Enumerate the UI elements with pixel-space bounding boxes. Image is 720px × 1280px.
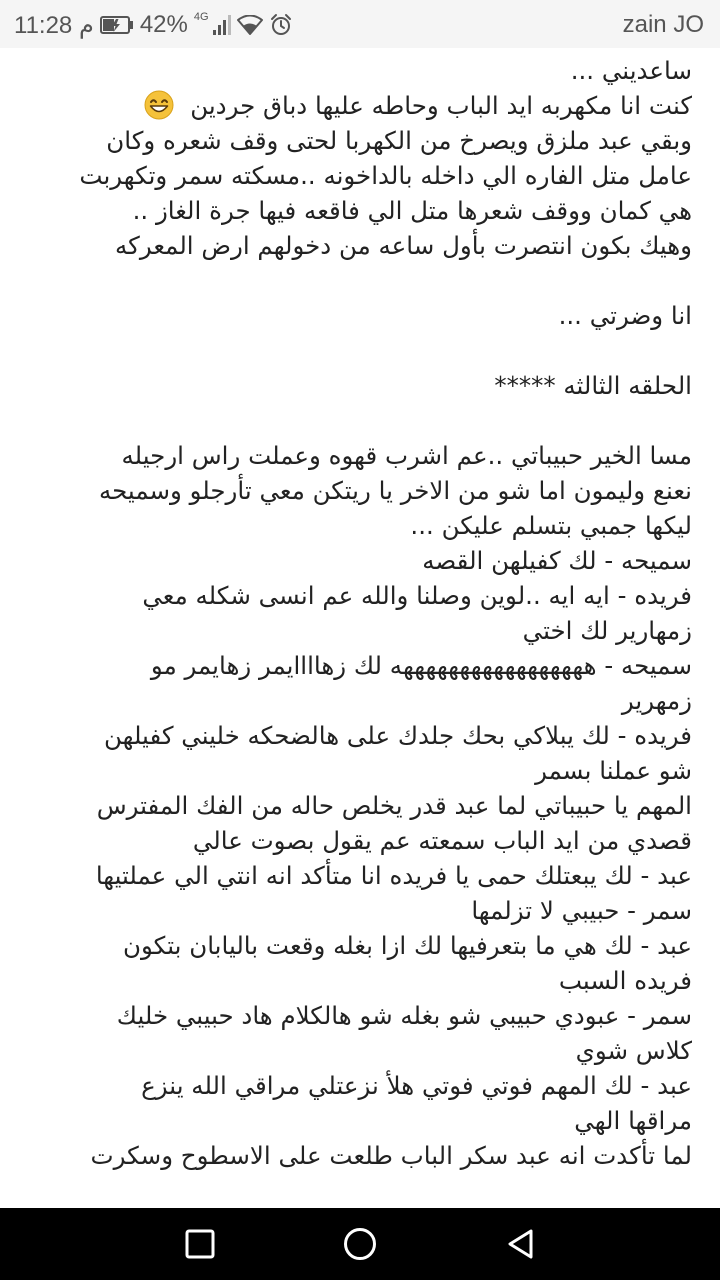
alarm-icon (269, 13, 293, 37)
text-line: سميحه - هههههههههههههههههه لك زهاااايمر زهايمر مو (150, 651, 692, 680)
text-line: ساعديني ... (570, 56, 692, 85)
text-line: وبقي عبد ملزق ويصرخ من الكهربا لحتى وقف شعره وكان (106, 126, 692, 155)
signal-icon (213, 15, 231, 35)
text-line: لما تأكدت انه عبد سكر الباب طلعت على الاسطوح وسكرت (90, 1141, 692, 1170)
text-line: زمهرير (621, 686, 692, 715)
home-button[interactable] (336, 1222, 384, 1266)
recents-square-icon (185, 1229, 215, 1259)
text-line: وهيك بكون انتصرت بأول ساعه من دخولهم ارض المعركه (115, 231, 692, 260)
text-line: هي كمان ووقف شعرها متل الي فاقعه فيها جرة الغاز .. (132, 196, 692, 225)
chapter-heading: الحلقه الثالثه ***** (494, 371, 692, 400)
network-type: 4G (193, 11, 209, 23)
battery-percent: 42% (139, 11, 188, 38)
blank-line (18, 403, 692, 438)
text-line: ليكها جمبي بتسلم عليكن ... (410, 511, 692, 540)
home-circle-icon (343, 1227, 377, 1261)
text-line: فريده - لك يبلاكي بحك جلدك على هالضحكه خليني كفيلهن (104, 721, 692, 750)
status-left-group (14, 10, 293, 40)
text-line: قصدي من ايد الباب سمعته عم يقول بصوت عالي (192, 826, 692, 855)
text-line: نعنع وليمون اما شو من الاخر يا ريتكن معي تأرجلو وسميحه (98, 476, 692, 505)
text-line: سميحه - لك كفيلهن القصه (422, 546, 692, 575)
text-line-text: كنت انا مكهربه ايد الباب وحاطه عليها دباق جردين (190, 91, 692, 120)
navigation-bar (0, 1208, 720, 1280)
text-line: فريده السبب (558, 966, 692, 995)
back-triangle-icon (505, 1228, 535, 1260)
text-line: شو عملنا بسمر (535, 756, 692, 785)
recents-button[interactable] (176, 1222, 224, 1266)
blank-line (18, 333, 692, 368)
blank-line (18, 263, 692, 298)
text-line: سمر - عبودي حبيبي شو بغله شو هالكلام هاد حبيبي خليك (116, 1001, 692, 1030)
battery-charging-icon (100, 16, 134, 34)
back-button[interactable] (496, 1222, 544, 1266)
text-line: سمر - حبيبي لا تزلمها (471, 896, 692, 925)
text-line: عامل متل الفاره الي داخله بالداخونه ..مسكته سمر وتكهربت (79, 161, 692, 190)
story-text-content[interactable] (0, 48, 720, 1208)
text-line: انا وضرتي ... (558, 301, 692, 330)
status-bar (0, 0, 720, 48)
status-right-group (623, 10, 704, 40)
text-line: عبد - لك هي ما بتعرفيها لك ازا بغله وقعت باليابان بتكون (123, 931, 692, 960)
carrier-name: zain JO (622, 11, 704, 38)
text-line: فريده - ايه ايه ..لوين وصلنا والله عم انسى شكله معي (142, 581, 692, 610)
text-line: زمهارير لك اختي (522, 616, 692, 645)
text-line: مسا الخير حبيباتي ..عم اشرب قهوه وعملت راس ارجيله (121, 441, 692, 470)
text-line: المهم يا حبيباتي لما عبد قدر يخلص حاله من الفك المفترس (96, 791, 692, 820)
wifi-icon (237, 15, 263, 35)
grinning-face-emoji (144, 90, 174, 120)
text-line: كلاس شوي (575, 1036, 692, 1065)
text-line (18, 88, 692, 123)
text-line: عبد - لك المهم فوتي فوتي هلأ نزعتلي مراقي الله ينزع (141, 1071, 692, 1100)
clock-time: 11:28 م (14, 11, 94, 39)
text-line: عبد - لك يبعتلك حمى يا فريده انا متأكد انه انتي الي عملتيها (95, 861, 692, 890)
text-line: مراقها الهي (574, 1106, 692, 1135)
